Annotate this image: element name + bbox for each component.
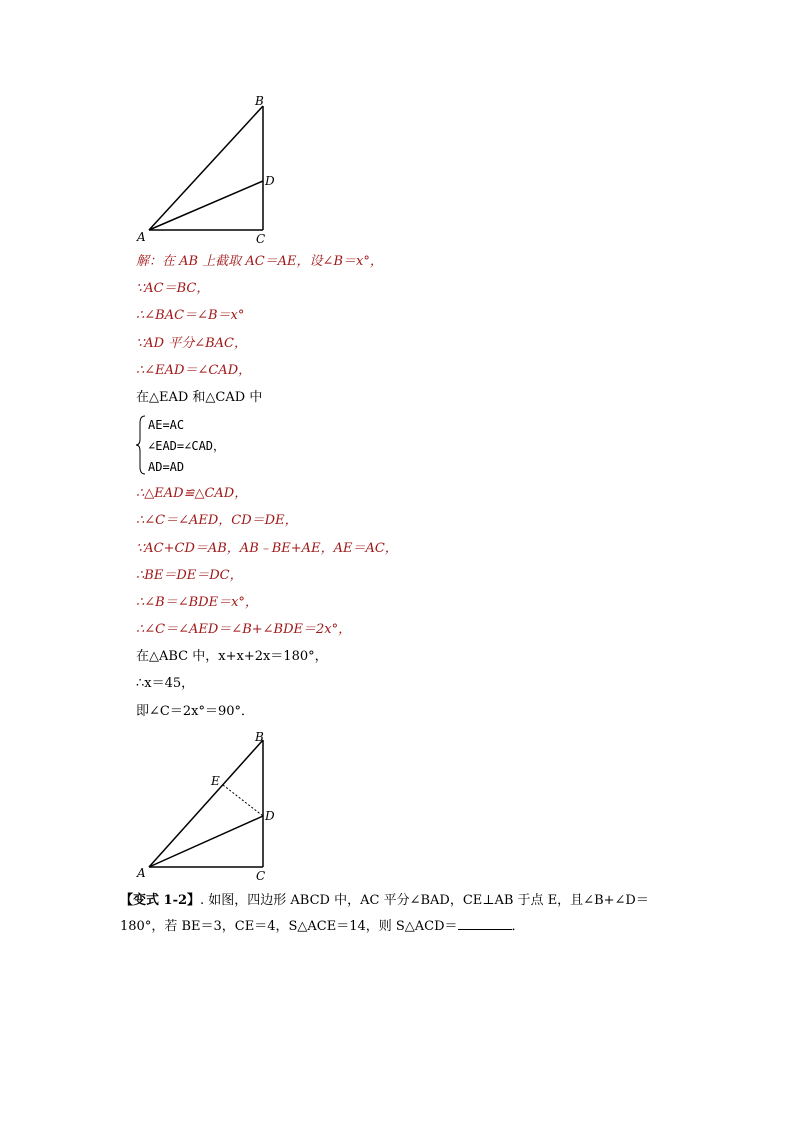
label-c: C	[256, 869, 266, 883]
problem-block	[120, 888, 680, 940]
equation-system	[136, 415, 696, 480]
problem-text-2: 180°，若 BE＝3，CE＝4，S△ACE＝14，则 S△ACD＝	[120, 919, 458, 934]
triangle-diagram-1	[130, 88, 290, 250]
solution-line: ∴∠BAC＝∠B＝x°	[136, 308, 245, 324]
segment-ad	[149, 181, 263, 230]
solution-line: 即∠C＝2x°＝90°．	[136, 703, 254, 719]
equation-row: AE=AC	[148, 418, 185, 433]
solution-block	[136, 252, 696, 729]
problem-end: ．	[511, 919, 525, 934]
solution-line: 解：在 AB 上截取 AC＝AE，设∠B＝x°，	[136, 254, 383, 269]
problem-line-2	[120, 914, 680, 940]
equation-row: AD=AD	[148, 460, 185, 475]
segment-ab	[149, 740, 263, 867]
figure-2	[130, 725, 290, 887]
equation-row: ∠EAD=∠CAD，	[148, 439, 226, 454]
solution-line: ∵AC+CD＝AB，AB﹣BE+AE，AE＝AC，	[136, 540, 398, 556]
equation-rows	[148, 415, 225, 478]
label-c: C	[256, 232, 266, 246]
left-brace-icon	[136, 415, 146, 475]
answer-blank[interactable]	[458, 915, 512, 930]
segment-ed-dotted	[223, 785, 263, 816]
label-d: D	[265, 809, 275, 823]
solution-line: ∴x＝45，	[136, 676, 195, 692]
segment-ad	[149, 816, 263, 867]
solution-line: ∴BE＝DE＝DC，	[136, 567, 243, 583]
problem-text-1: . 如图，四边形 ABCD 中，AC 平分∠BAD，CE⊥AB 于点 E，且∠B+∠D＝	[200, 893, 649, 908]
solution-line: ∴∠B＝∠BDE＝x°，	[136, 594, 258, 610]
solution-line: ∴∠C＝∠AED，CD＝DE，	[136, 513, 298, 529]
label-b: B	[255, 730, 264, 744]
solution-line: ∴△EAD≌△CAD，	[136, 486, 248, 502]
figure-1	[130, 88, 290, 250]
triangle-diagram-2	[130, 725, 290, 887]
label-b: B	[255, 94, 264, 108]
problem-tag: 【变式 1-2】	[120, 893, 201, 908]
label-a: A	[137, 866, 146, 880]
solution-line: ∵AD 平分∠BAC，	[136, 335, 247, 351]
solution-line: 在△EAD 和△CAD 中	[136, 389, 263, 405]
solution-line: ∵AC＝BC，	[136, 281, 210, 297]
label-e: E	[211, 774, 220, 788]
solution-line: 在△ABC 中，x+x+2x＝180°，	[136, 649, 328, 665]
solution-line: ∴∠EAD＝∠CAD，	[136, 362, 252, 378]
label-a: A	[137, 230, 146, 244]
problem-line-1	[120, 888, 680, 914]
label-d: D	[265, 174, 275, 188]
segment-ab	[149, 106, 263, 230]
solution-line: ∴∠C＝∠AED＝∠B+∠BDE＝2x°，	[136, 622, 352, 638]
